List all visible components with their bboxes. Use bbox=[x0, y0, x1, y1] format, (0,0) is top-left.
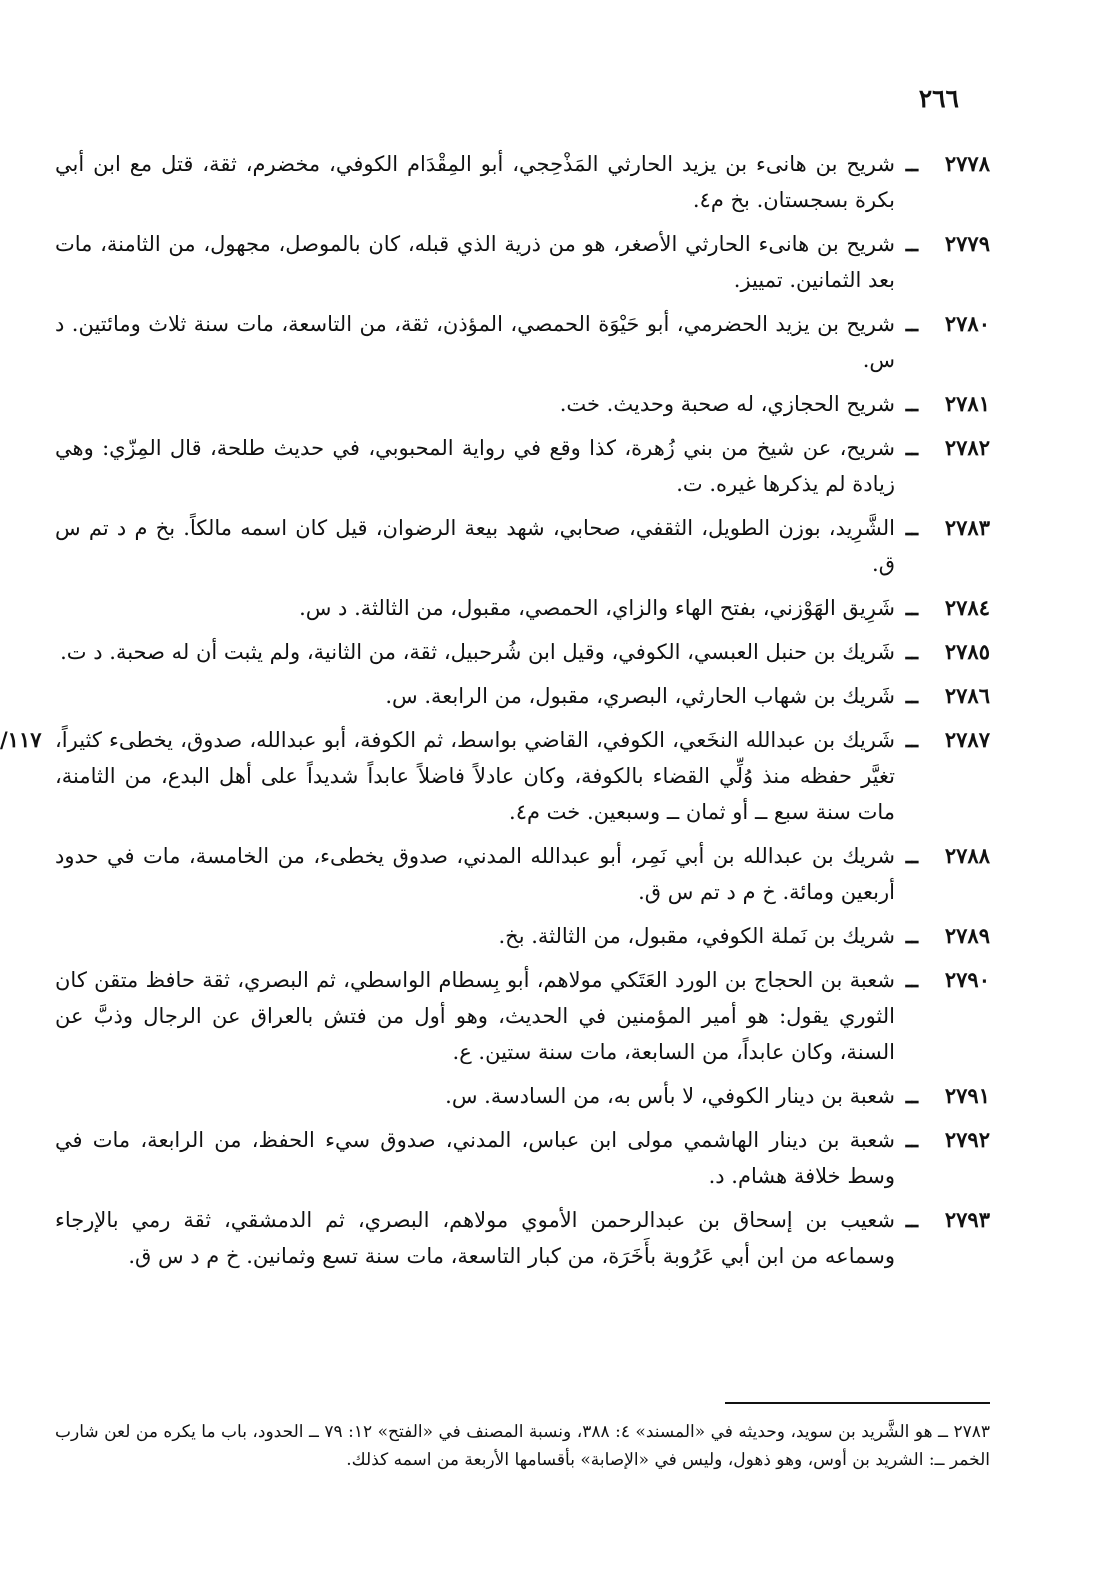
entry-number: ٢٧٨٦ bbox=[944, 683, 990, 708]
entry-text: شريح الحجازي، له صحبة وحديث. خت. bbox=[559, 392, 895, 416]
entry-text: شريح، عن شيخ من بني زُهرة، كذا وقع في رواية المحبوبي، في حديث طلحة، قال المِزّي: وهي زيادة لم يذكرها غيره. ت. bbox=[55, 436, 895, 496]
entry-dash: ــ bbox=[905, 515, 918, 540]
entry-dash: ــ bbox=[905, 1127, 918, 1152]
entry-dash: ــ bbox=[905, 1083, 918, 1108]
entry bbox=[55, 1122, 990, 1194]
entry bbox=[55, 510, 990, 582]
entry-number: ٢٧٨٥ bbox=[944, 639, 990, 664]
entry-text: شريك بن عبدالله بن أبي نَمِر، أبو عبدالله المدني، صدوق يخطىء، من الخامسة، مات في حدود أربعين ومائة. خ م د تم س ق. bbox=[55, 844, 895, 904]
entry-dash: ــ bbox=[905, 683, 918, 708]
entry-dash: ــ bbox=[905, 923, 918, 948]
entry-number: ٢٧٨٨ bbox=[944, 843, 990, 868]
entry-text: شعبة بن دينار الكوفي، لا بأس به، من السادسة. س. bbox=[445, 1084, 895, 1108]
entry-dash: ــ bbox=[905, 311, 918, 336]
entry-text: شَريك بن شهاب الحارثي، البصري، مقبول، من الرابعة. س. bbox=[385, 684, 895, 708]
entry-number: ٢٧٩٣ bbox=[944, 1207, 990, 1232]
entry-text: شعبة بن الحجاج بن الورد العَتَكي مولاهم، أبو بِسطام الواسطي، ثم البصري، ثقة حافظ متقن كان الثوري يقول: هو أمير المؤمنين في الحديث، وهو أول من فتش بالعراق عن الرجال وذبَّ عن السنة، وكان عابداً، من السابعة، مات سنة ستين. ع. bbox=[55, 968, 895, 1064]
entry bbox=[55, 306, 990, 378]
margin-reference: ١١٧/ bbox=[0, 727, 42, 752]
entry-dash: ــ bbox=[905, 595, 918, 620]
entry-text: شريك بن نَملة الكوفي، مقبول، من الثالثة. بخ. bbox=[498, 924, 895, 948]
entry-number: ٢٧٨٧ bbox=[944, 727, 990, 752]
entry bbox=[55, 962, 990, 1070]
entry-text: شَرِيق الهَوْزني، بفتح الهاء والزاي، الحمصي، مقبول، من الثالثة. د س. bbox=[299, 596, 895, 620]
entry-number: ٢٧٩٢ bbox=[944, 1127, 990, 1152]
entry-text: شعيب بن إسحاق بن عبدالرحمن الأموي مولاهم، البصري، ثم الدمشقي، ثقة رمي بالإرجاء وسماعه من ابن أبي عَرُوبة بأَخَرَة، من كبار التاسعة، مات سنة تسع وثمانين. خ م د س ق. bbox=[55, 1208, 895, 1268]
entry-text: شريح بن يزيد الحضرمي، أبو حَيْوَة الحمصي، المؤذن، ثقة، من التاسعة، مات سنة ثلاث ومائتين. د س. bbox=[55, 312, 895, 372]
entry-number: ٢٧٧٩ bbox=[944, 231, 990, 256]
entry-text: شعبة بن دينار الهاشمي مولى ابن عباس، المدني، صدوق سيء الحفظ، من الرابعة، مات في وسط خلافة هشام. د. bbox=[55, 1128, 895, 1188]
entry-number: ٢٧٨١ bbox=[944, 391, 990, 416]
entry-text: شريح بن هانىء الحارثي الأصغر، هو من ذرية الذي قبله، كان بالموصل، مجهول، من الثامنة، مات بعد الثمانين. تمييز. bbox=[55, 232, 895, 292]
entry bbox=[55, 226, 990, 298]
entry-dash: ــ bbox=[905, 391, 918, 416]
entry-dash: ــ bbox=[905, 639, 918, 664]
entries-list bbox=[0, 146, 990, 1282]
entry bbox=[55, 634, 990, 670]
entry bbox=[55, 678, 990, 714]
entry bbox=[55, 1078, 990, 1114]
entry-text: شَريك بن حنبل العبسي، الكوفي، وقيل ابن شُرحبيل، ثقة، من الثانية، ولم يثبت أن له صحبة. د ت. bbox=[60, 640, 895, 664]
entry-number: ٢٧٨٤ bbox=[944, 595, 990, 620]
entry bbox=[55, 590, 990, 626]
entry bbox=[55, 838, 990, 910]
footnote: ٢٧٨٣ ــ هو الشَّريد بن سويد، وحديثه في «المسند» ٤: ٣٨٨، ونسبة المصنف في «الفتح» ١٢: ٧٩ ــ الحدود، باب ما يكره من لعن شارب الخمر ــ: الشريد بن أوس، وهو ذهول، وليس في «الإصابة» بأقسامها الأربعة من اسمه كذلك. bbox=[55, 1422, 991, 1470]
entry-number: ٢٧٨٠ bbox=[944, 311, 990, 336]
entry bbox=[55, 386, 990, 422]
entry-number: ٢٧٩١ bbox=[944, 1083, 990, 1108]
entry-dash: ــ bbox=[905, 151, 918, 176]
entry-dash: ــ bbox=[905, 967, 918, 992]
entry-number: ٢٧٨٩ bbox=[944, 923, 990, 948]
entry-text: شَريك بن عبدالله النخَعي، الكوفي، القاضي بواسط، ثم الكوفة، أبو عبدالله، صدوق، يخطىء كثيراً، تغيَّر حفظه منذ وُلِّي القضاء بالكوفة، وكان عادلاً فاضلاً عابداً شديداً على أهل البدع، من الثامنة، مات سنة سبع ــ أو ثمان ــ وسبعين. خت م٤. bbox=[55, 728, 895, 824]
entry bbox=[55, 918, 990, 954]
entry bbox=[55, 1202, 990, 1274]
entry-dash: ــ bbox=[905, 1207, 918, 1232]
page-number: ٢٦٦ bbox=[918, 84, 959, 113]
entry-text: الشَّرِيد، بوزن الطويل، الثقفي، صحابي، شهد بيعة الرضوان، قيل كان اسمه مالكاً. بخ م د تم س ق. bbox=[55, 516, 895, 576]
entry bbox=[55, 146, 990, 218]
entry-number: ٢٧٨٣ bbox=[944, 515, 990, 540]
entry-number: ٢٧٩٠ bbox=[944, 967, 990, 992]
entry-dash: ــ bbox=[905, 435, 918, 460]
entry-dash: ــ bbox=[905, 231, 918, 256]
footnote-divider bbox=[725, 1402, 990, 1404]
entry bbox=[0, 722, 990, 830]
entry-number: ٢٧٧٨ bbox=[944, 151, 990, 176]
entry bbox=[55, 430, 990, 502]
entry-number: ٢٧٨٢ bbox=[944, 435, 990, 460]
entry-dash: ــ bbox=[905, 727, 918, 752]
entry-dash: ــ bbox=[905, 843, 918, 868]
entry-text: شريح بن هانىء بن يزيد الحارثي المَذْحِجي، أبو المِقْدَام الكوفي، مخضرم، ثقة، قتل مع ابن أبي بكرة بسجستان. بخ م٤. bbox=[55, 152, 895, 212]
